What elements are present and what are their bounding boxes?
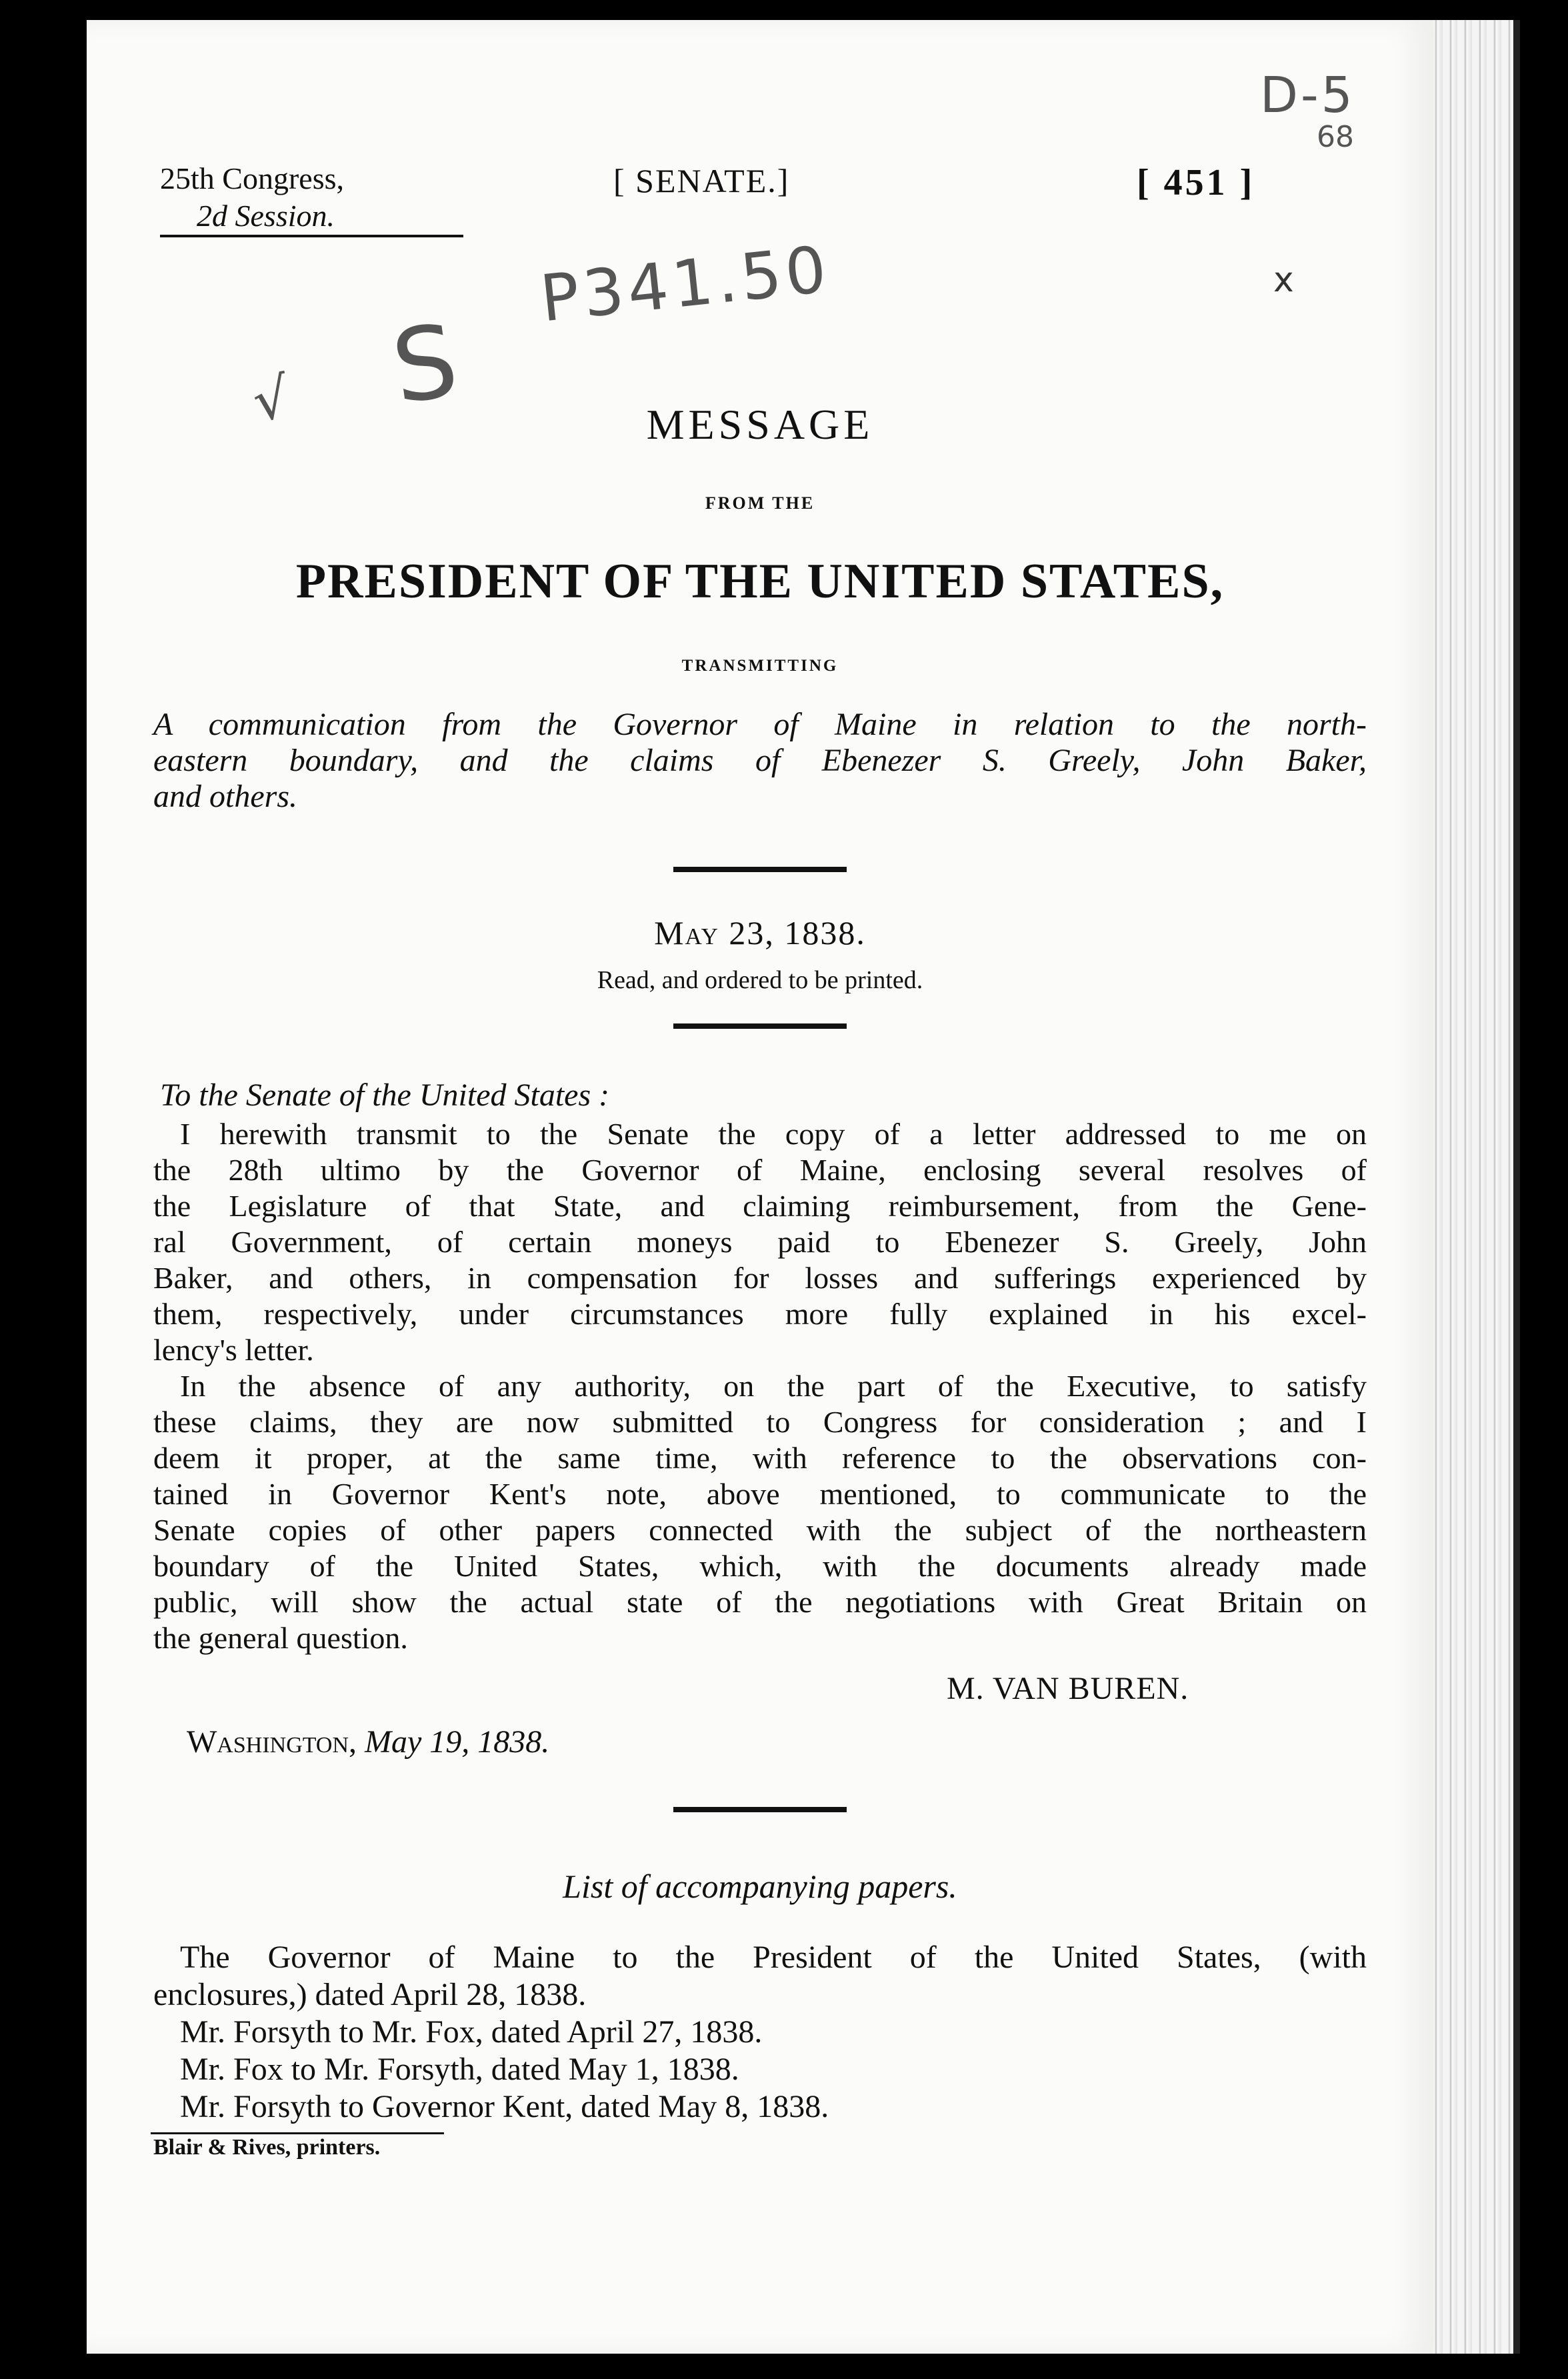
signature: M. VAN BUREN.: [947, 1671, 1189, 1706]
papers-item: enclosures,) dated April 28, 1838.: [153, 1977, 587, 2012]
body-line: public, will show the actual state of the negotiations with Great Britain on: [153, 1585, 1367, 1619]
body-line: boundary of the United States, which, with the documents already made: [153, 1549, 1367, 1583]
papers-item: Mr. Forsyth to Governor Kent, dated May 8, 1838.: [180, 2089, 829, 2124]
congress-text: 25th Congress,: [160, 161, 344, 195]
handwritten-s: S: [385, 303, 465, 427]
body-line: I herewith transmit to the Senate the copy of a letter addressed to me on: [180, 1117, 1367, 1151]
printer-imprint: Blair & Rives, printers.: [153, 2135, 381, 2160]
body-line: Senate copies of other papers connected with the subject of the northeastern: [153, 1513, 1367, 1547]
signing-date: May 19, 1838.: [365, 1724, 550, 1760]
call-number: P341.50: [537, 231, 834, 337]
body-line: lency's letter.: [153, 1333, 314, 1367]
chamber-label: [ SENATE.]: [613, 162, 790, 199]
papers-heading: List of accompanying papers.: [563, 1868, 957, 1905]
body-line: tained in Governor Kent's note, above mentioned, to communicate to the: [153, 1477, 1367, 1511]
document-number: [ 451 ]: [1137, 162, 1255, 203]
body-line: deem it proper, at the same time, with reference to the observations con-: [153, 1441, 1367, 1475]
transmitting-label: TRANSMITTING: [681, 657, 839, 675]
printer-rule: [151, 2132, 444, 2134]
body-line: these claims, they are now submitted to Congress for consideration ; and I: [153, 1405, 1367, 1439]
ordered-printed: Read, and ordered to be printed.: [597, 966, 923, 994]
divider-rule: [673, 1023, 847, 1029]
catalog-mark-number: 68: [1317, 120, 1354, 154]
papers-item: Mr. Fox to Mr. Forsyth, dated May 1, 1838.: [180, 2052, 739, 2087]
body-line: them, respectively, under circumstances more fully explained in his excel-: [153, 1297, 1367, 1331]
margin-cross: x: [1273, 260, 1294, 300]
session-text: 2d Session.: [160, 197, 463, 237]
body-line: Baker, and others, in compensation for losses and sufferings experienced by: [153, 1261, 1367, 1295]
body-line: the general question.: [153, 1621, 408, 1655]
divider-rule: [673, 867, 847, 872]
subject-line-1: A communication from the Governor of Maine in relation to the north-: [153, 707, 1367, 742]
message-title: MESSAGE: [646, 401, 874, 448]
body-line: In the absence of any authority, on the part of the Executive, to satisfy: [180, 1369, 1367, 1403]
catalog-mark: D-5: [1260, 67, 1355, 124]
congress-label: [160, 160, 463, 237]
papers-item: The Governor of Maine to the President of the United States, (with: [180, 1940, 1367, 1975]
body-line: the 28th ultimo by the Governor of Maine, enclosing several resolves of: [153, 1153, 1367, 1187]
document-page: [87, 20, 1433, 2354]
body-line: the Legislature of that State, and claiming reimbursement, from the Gene-: [153, 1189, 1367, 1223]
from-the-label: FROM THE: [705, 493, 815, 513]
date-line: May 23, 1838.: [654, 914, 866, 951]
body-line: ral Government, of certain moneys paid to Ebenezer S. Greely, John: [153, 1225, 1367, 1259]
divider-rule: [673, 1807, 847, 1812]
subject-line-3: and others.: [153, 779, 297, 814]
salutation: To the Senate of the United States :: [160, 1077, 610, 1113]
tick-mark: √: [247, 364, 295, 435]
place-name: Washington,: [187, 1724, 357, 1760]
subject-line-2: eastern boundary, and the claims of Ebenezer S. Greely, John Baker,: [153, 743, 1367, 778]
place-and-date: [187, 1724, 549, 1760]
papers-item: Mr. Forsyth to Mr. Fox, dated April 27, 1838.: [180, 2014, 763, 2050]
president-heading: PRESIDENT OF THE UNITED STATES,: [295, 554, 1225, 609]
